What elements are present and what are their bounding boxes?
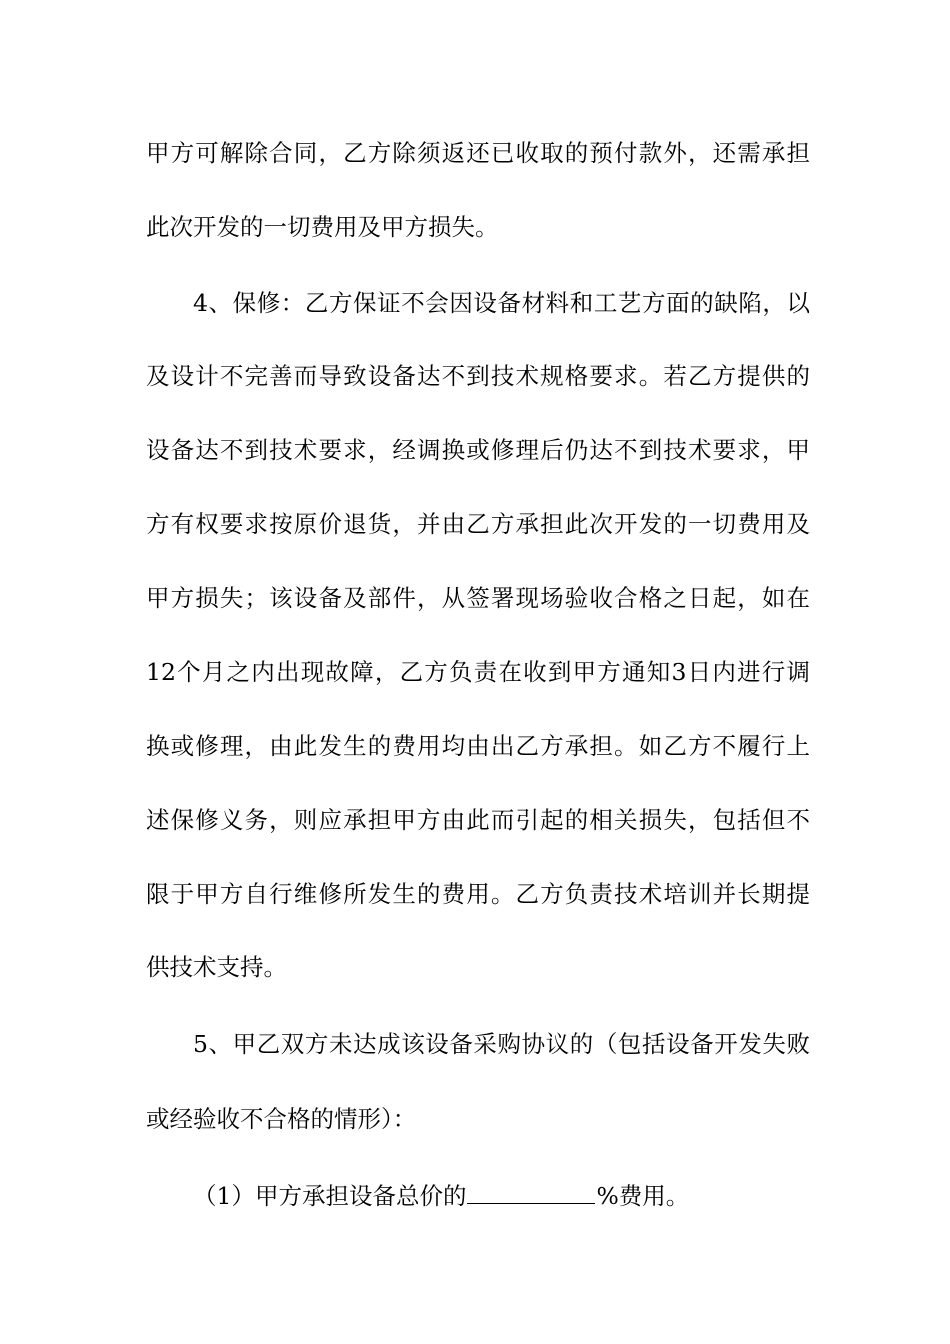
clause-4-line-8: 述保修义务，则应承担甲方由此而引起的相关损失，包括但不 [146,806,810,834]
clause-4-line-7: 换或修理，由此发生的费用均由出乙方承担。如乙方不履行上 [146,732,810,760]
clause-4-line-3: 设备达不到技术要求，经调换或修理后仍达不到技术要求，甲 [146,436,810,464]
paragraph-line-2: 此次开发的一切费用及甲方损失。 [146,213,499,241]
clause-5-line-1: 5、甲乙双方未达成该设备采购协议的（包括设备开发失败 [193,1030,810,1058]
clause-4-line-1: 4、保修：乙方保证不会因设备材料和工艺方面的缺陷，以 [193,289,810,317]
clause-4-line-2: 及设计不完善而导致设备达不到技术规格要求。若乙方提供的 [146,362,810,390]
clause-5-line-2: 或经验收不合格的情形）： [146,1105,417,1133]
paragraph-line-1: 甲方可解除合同，乙方除须返还已收取的预付款外，还需承担 [146,139,810,167]
item-1-prefix: （1）甲方承担设备总价的 [193,1182,467,1210]
clause-4-line-4: 方有权要求按原价退货，并由乙方承担此次开发的一切费用及 [146,510,810,538]
fill-in-blank [467,1181,595,1204]
item-1-suffix: %费用。 [596,1182,690,1210]
clause-4-line-9: 限于甲方自行维修所发生的费用。乙方负责技术培训并长期提 [146,880,810,908]
item-1-line [193,1176,810,1216]
clause-4-line-10: 供技术支持。 [146,953,287,981]
clause-4-line-5: 甲方损失；该设备及部件，从签署现场验收合格之日起，如在 [146,584,810,612]
clause-4-line-6: 12个月之内出现故障，乙方负责在收到甲方通知3日内进行调 [146,658,810,686]
